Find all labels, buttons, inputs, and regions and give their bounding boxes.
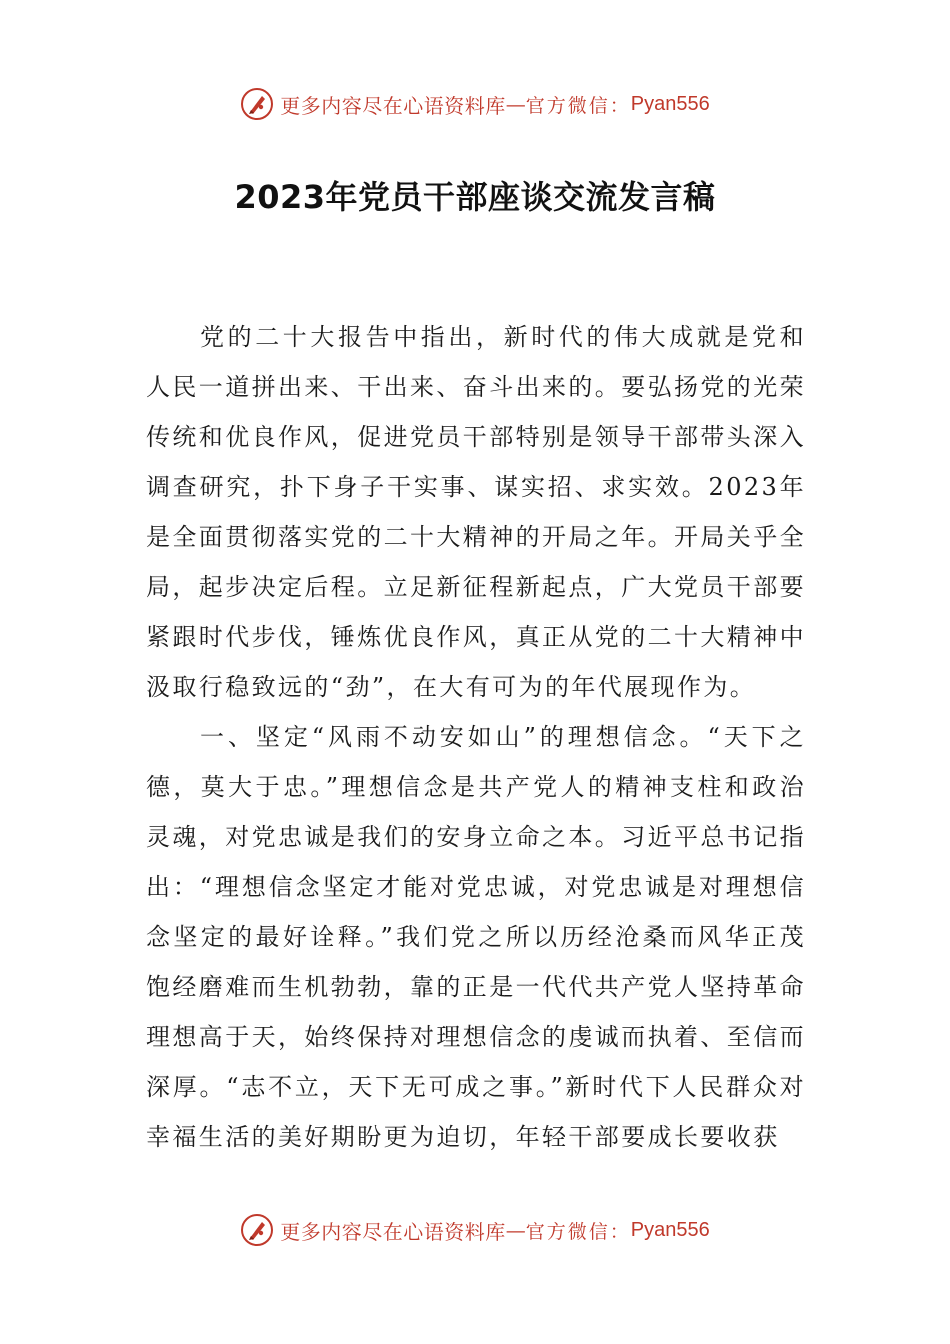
body-paragraph: 党的二十大报告中指出，新时代的伟大成就是党和人民一道拼出来、干出来、奋斗出来的。要弘扬党的光荣传统和优良作风，促进党员干部特别是领导干部带头深入调查研究，扑下身子干实事、谋实招、求实效。2023年是全面贯彻落实党的二十大精神的开局之年。开局关乎全局，起步决定后程。立足新征程新起点，广大党员干部要紧跟时代步伐，锤炼优良作风，真正从党的二十大精神中汲取行稳致远的“劲”，在大有可为的年代展现作为。 — [146, 323, 806, 701]
banner-brand-text: 更多内容尽在心语资料库 — [280, 93, 506, 118]
header-banner — [0, 84, 950, 124]
quill-pen-logo-icon — [240, 1213, 274, 1247]
footer-banner — [0, 1210, 950, 1250]
banner-wechat-label: 官方微信： — [525, 1220, 631, 1243]
banner-separator: — — [505, 1218, 526, 1242]
document-title: 2023年党员干部座谈交流发言稿 — [234, 178, 716, 216]
banner-wechat-handle: Pyan556 — [630, 1218, 710, 1241]
body-paragraph: 一、坚定“风雨不动安如山”的理想信念。“天下之德，莫大于忠。”理想信念是共产党人的精神支柱和政治灵魂，对党忠诚是我们的安身立命之本。习近平总书记指出：“理想信念坚定才能对党忠诚，对党忠诚是对理想信念坚定的最好诠释。”我们党之所以历经沧桑而风华正茂饱经磨难而生机勃勃，靠的正是一代代共产党人坚持革命理想高于天，始终保持对理想信念的虔诚而执着、至信而深厚。“志不立，天下无可成之事。”新时代下人民群众对幸福生活的美好期盼更为迫切，年轻干部要成长要收获 — [146, 723, 806, 1151]
document-body — [146, 312, 806, 1162]
banner-wechat-label: 官方微信： — [525, 94, 631, 117]
quill-pen-logo-icon — [240, 87, 274, 121]
banner-wechat-handle: Pyan556 — [630, 92, 710, 115]
banner-separator: — — [505, 92, 526, 116]
banner-brand-text: 更多内容尽在心语资料库 — [280, 1219, 506, 1244]
